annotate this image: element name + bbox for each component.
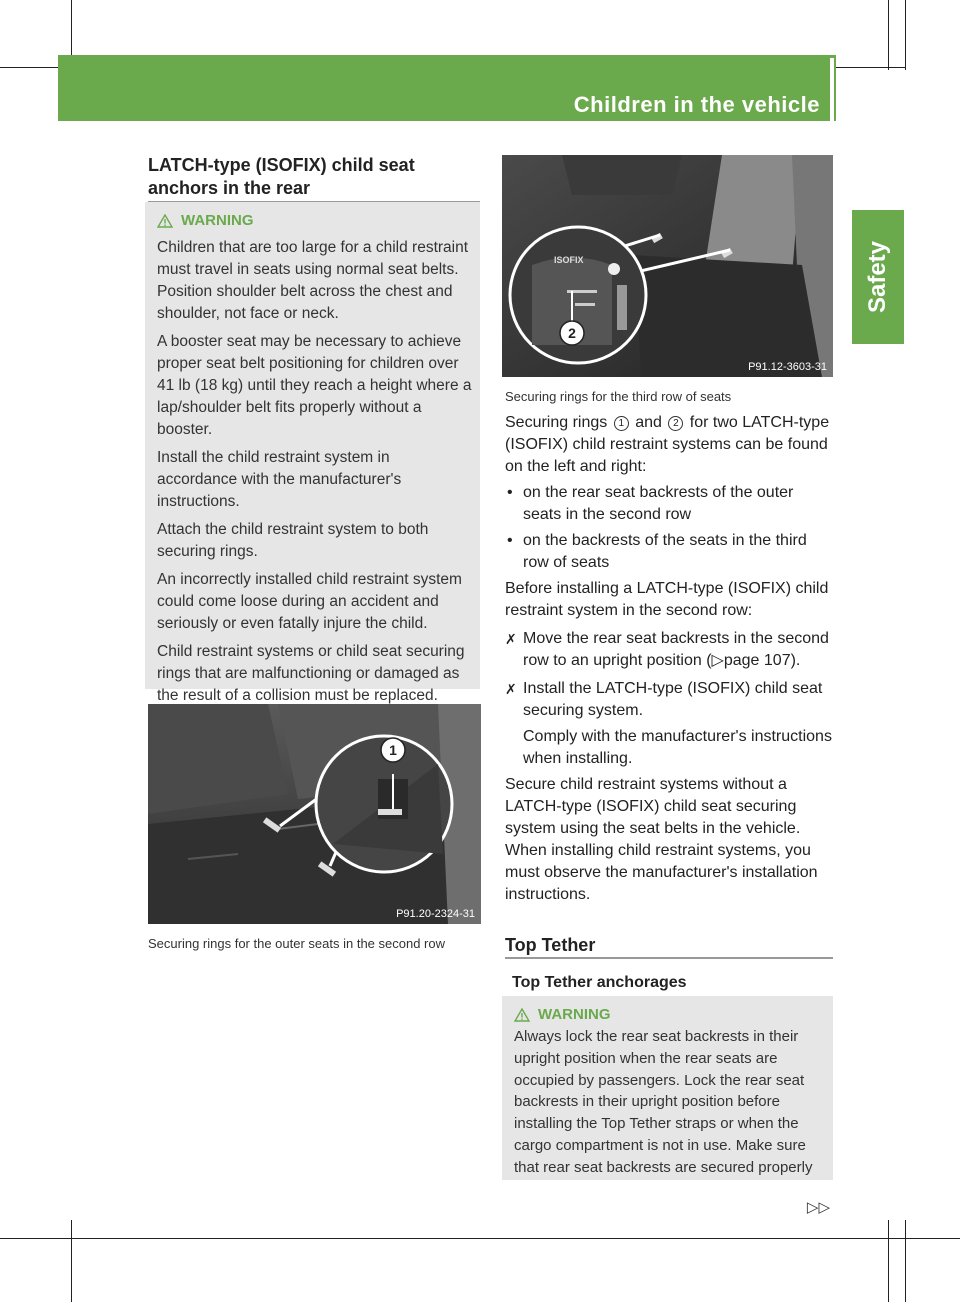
seat-illustration [148, 704, 481, 924]
warning-body [157, 237, 474, 713]
crop-mark [888, 1220, 889, 1302]
step-item [505, 678, 835, 722]
intro-paragraph [505, 412, 835, 478]
heading-rule [505, 957, 833, 959]
secure-paragraph: Secure child restraint systems without a LATCH-type (ISOFIX) child seat securing system using the seat belts in the vehicle. When installing child restraint systems, you must observe the manufacturer's installation instructions. [505, 776, 818, 903]
page-number: 63 [848, 94, 867, 113]
section-heading: LATCH-type (ISOFIX) child seat anchors in the rear [148, 155, 415, 198]
warning-triangle-icon [514, 1008, 530, 1022]
crop-mark [905, 1220, 906, 1302]
page-reference-link[interactable]: page 107 [723, 652, 791, 669]
seat-illustration [502, 155, 833, 377]
warning-paragraph: Children that are too large for a child restraint must travel in seats using normal seat belts. Position shoulder belt across the chest and shoulder, not face or neck. [157, 239, 469, 322]
continued-icon: ▷▷ [806, 1199, 830, 1216]
header-divider [830, 58, 834, 121]
warning-paragraph: An incorrectly installed child restraint system could come loose during an accident and seriously or even fatally injure the child. [157, 571, 462, 632]
ring-marker-2: 2 [668, 416, 683, 431]
warning-box [145, 202, 480, 704]
section-tab-label: Safety [864, 240, 891, 314]
crop-mark [0, 1238, 960, 1239]
figure-caption: Securing rings for the third row of seats [505, 389, 732, 404]
step-item [505, 628, 835, 672]
list-item-text: on the backrests of the seats in the third row of seats [523, 532, 807, 571]
warning-paragraph: Install the child restraint system in accordance with the manufacturer's instructions. [157, 449, 402, 510]
step-text: ). [790, 652, 801, 669]
figure-callout: 2 [568, 325, 576, 341]
crop-mark [71, 1220, 72, 1302]
intro-text: and [635, 414, 662, 431]
warning-paragraph: Child restraint systems or child seat securing rings that are malfunctioning or damaged as the result of a collision must be replaced. [157, 643, 465, 704]
step-text: Move the rear seat backrests in the second row to an upright position ( [523, 630, 829, 669]
step-arrow-icon: ✗ [505, 631, 517, 647]
subsection-heading: Top Tether anchorages [512, 974, 687, 991]
list-item-text: on the rear seat backrests of the outer seats in the second row [523, 484, 794, 523]
warning-box [502, 996, 833, 1180]
bullet-icon: • [507, 532, 513, 549]
crop-mark [888, 0, 889, 70]
chapter-title: Children in the vehicle [573, 92, 820, 117]
warning-paragraph: A booster seat may be necessary to achieve proper seat belt positioning for children over 41 lb (18 kg) until they reach a height where a lap/shoulder belt fits properly without a booster. [157, 333, 472, 438]
step-arrow-icon: ✗ [505, 681, 517, 697]
figure-caption: Securing rings for the outer seats in the second row [148, 936, 445, 951]
section-tab [852, 210, 904, 344]
step-note: Comply with the manufacturer's instructions when installing. [523, 728, 832, 767]
warning-header [157, 212, 254, 229]
page-ref-icon: ▷ [711, 652, 724, 669]
figure-code: P91.12-3603-31 [748, 361, 827, 373]
figure-code: P91.20-2324-31 [396, 908, 475, 920]
warning-triangle-icon [157, 214, 173, 228]
list-item [505, 482, 835, 526]
ring-marker-1: 1 [614, 416, 629, 431]
isofix-label: ISOFIX [554, 255, 584, 265]
figure-third-row-rings [502, 155, 833, 377]
warning-body [514, 1026, 827, 1185]
warning-title: WARNING [181, 212, 254, 229]
warning-header [514, 1006, 611, 1023]
step-text: Install the LATCH-type (ISOFIX) child seat securing system. [523, 680, 823, 719]
figure-second-row-rings [148, 704, 481, 924]
bullet-icon: • [507, 484, 513, 501]
list-item [505, 530, 835, 574]
section-heading: Top Tether [505, 935, 596, 955]
figure-callout: 1 [389, 742, 397, 758]
before-paragraph: Before installing a LATCH-type (ISOFIX) child restraint system in the second row: [505, 580, 829, 619]
warning-paragraph: Always lock the rear seat backrests in their upright position when the rear seats are occupied by passengers. Lock the rear seat backrests in their upright position before installing the Top Tether straps or when the cargo compartment is not in use. Make sure that rear seat backrests are secured properly [514, 1028, 813, 1176]
intro-text: for two LATCH-type (ISOFIX) child restraint systems can be found on the left and right: [505, 414, 830, 475]
body-text [505, 412, 835, 906]
warning-title: WARNING [538, 1006, 611, 1023]
crop-mark [905, 0, 906, 70]
warning-paragraph: Attach the child restraint system to both securing rings. [157, 521, 429, 560]
intro-text: Securing rings [505, 414, 608, 431]
